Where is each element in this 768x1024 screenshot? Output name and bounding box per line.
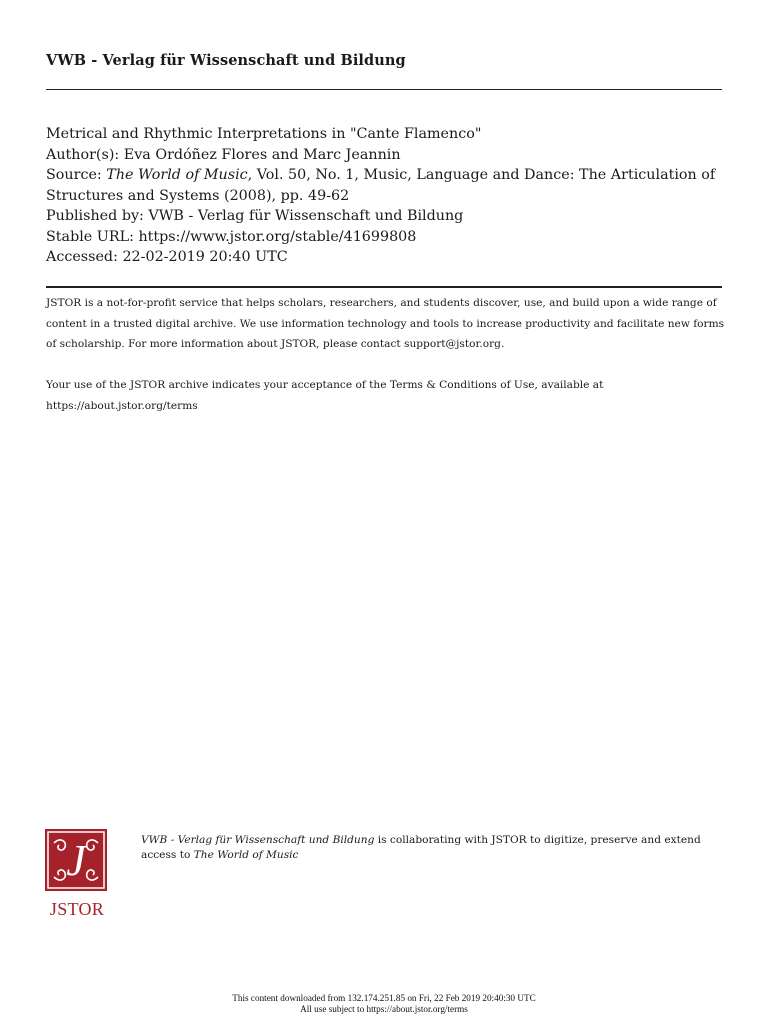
publisher-header: VWB - Verlag für Wissenschaft und Bildung — [46, 52, 406, 69]
collab-text: is collaborating with JSTOR to digitize, preserve and extend access to — [141, 834, 701, 861]
collaboration-statement — [141, 833, 701, 862]
published-by: Published by: VWB - Verlag für Wissenschaft und Bildung — [46, 208, 464, 224]
middle-divider — [46, 286, 722, 288]
article-metadata — [46, 124, 726, 268]
collab-journal: The World of Music — [193, 848, 299, 861]
footer-download-info: This content downloaded from 132.174.251.85 on Fri, 22 Feb 2019 20:40:30 UTC — [232, 993, 536, 1003]
article-title: Metrical and Rhythmic Interpretations in "Cante Flamenco" — [46, 126, 482, 142]
jstor-notice — [46, 293, 726, 417]
source-prefix: Source: — [46, 167, 107, 183]
download-footer — [0, 993, 768, 1015]
jstor-seal-icon — [45, 829, 107, 891]
source-details: , Vol. 50, No. 1, Music, Language and Dance: The Articulation of Structures and Systems (2008), pp. 49-62 — [46, 167, 716, 204]
article-source — [46, 165, 726, 206]
svg-text:J: J — [66, 836, 86, 885]
top-divider — [46, 89, 722, 90]
footer-terms: All use subject to https://about.jstor.org/terms — [300, 1004, 468, 1014]
notice-paragraph-terms: Your use of the JSTOR archive indicates your acceptance of the Terms & Conditions of Use, available at https://about.jstor.org/terms — [46, 379, 604, 412]
jstor-wordmark: JSTOR — [49, 899, 105, 919]
stable-url[interactable]: Stable URL: https://www.jstor.org/stable/41699808 — [46, 228, 417, 245]
source-journal: The World of Music — [106, 167, 248, 183]
notice-paragraph-about: JSTOR is a not-for-profit service that helps scholars, researchers, and students discover, use, and build upon a wide range of content in a trusted digital archive. We use information technology and tools to increase productivity and facilitate new forms of scholarship. For more information about JSTOR, please contact support@jstor.org. — [46, 297, 725, 351]
article-authors: Author(s): Eva Ordóñez Flores and Marc Jeannin — [46, 146, 401, 163]
accessed-date: Accessed: 22-02-2019 20:40 UTC — [46, 249, 288, 265]
collab-publisher: VWB - Verlag für Wissenschaft und Bildung — [141, 834, 375, 846]
